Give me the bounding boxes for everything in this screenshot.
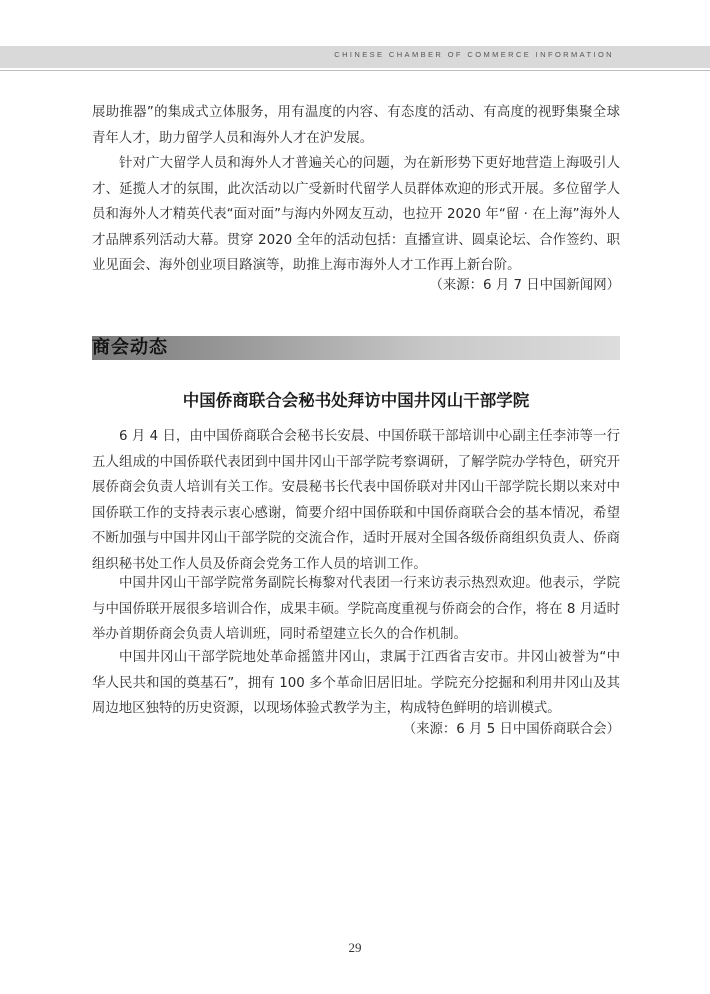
article2-paragraph-1: 6 月 4 日，由中国侨商联合会秘书长安晨、中国侨联干部培训中心副主任李沛等一行五人组成的中国侨联代表团到中国井冈山干部学院考察调研，了解学院办学特色，研究开展侨商会负责人培训有关工作。安晨秘书长代表中国侨联对井冈山干部学院长期以来对中国侨联工作的支持表示衷心感谢，简要介绍中国侨联和中国侨商联合会的基本情况，希望不断加强与中国井冈山干部学院的交流合作，适时开展对全国各级侨商组织负责人、侨商组织秘书处工作人员及侨商会党务工作人员的培训工作。 (92, 429, 620, 572)
article1-paragraph-2: 针对广大留学人员和海外人才普遍关心的问题，为在新形势下更好地营造上海吸引人才、延揽人才的氛围，此次活动以广受新时代留学人员群体欢迎的形式开展。多位留学人员和海外人才精英代表“面对面”与海内外网友互动，也拉开 2020 年“留 · 在上海”海外人才品牌系列活动大幕。贯穿 2020 全年的活动包括：直播宣讲、圆桌论坛、合作签约、职业见面会、海外创业项目路演等，助推上海市海外人才工作再上新台阶。 (92, 156, 620, 273)
article1-paragraph-1: 展助推器”的集成式立体服务，用有温度的内容、有态度的活动、有高度的视野集聚全球青年人才，助力留学人员和海外人才在沪发展。 (92, 105, 620, 146)
running-header: CHINESE CHAMBER OF COMMERCE INFORMATION (334, 50, 614, 59)
page-number: 29 (348, 940, 362, 955)
header-divider (0, 70, 710, 71)
article2-paragraph-2: 中国井冈山干部学院常务副院长梅黎对代表团一行来访表示热烈欢迎。他表示，学院与中国侨联开展很多培训合作，成果丰硕。学院高度重视与侨商会的合作，将在 8 月适时举办首期侨商会负责人培训班，同时希望建立长久的合作机制。 (92, 576, 620, 642)
article2-source: （来源：6 月 5 日中国侨商联合会） (402, 722, 620, 737)
article1-source: （来源：6 月 7 日中国新闻网） (429, 278, 620, 293)
section-title: 商会动态 (92, 337, 168, 358)
article2-paragraph-3: 中国井冈山干部学院地处革命摇篮井冈山，隶属于江西省吉安市。井冈山被誉为“中华人民共和国的奠基石”，拥有 100 多个革命旧居旧址。学院充分挖掘和利用井冈山及其周边地区独特的历史资源，以现场体验式教学为主，构成特色鲜明的培训模式。 (92, 650, 620, 716)
section-banner (92, 336, 620, 360)
article-title: 中国侨商联合会秘书处拜访中国井冈山干部学院 (182, 391, 530, 410)
